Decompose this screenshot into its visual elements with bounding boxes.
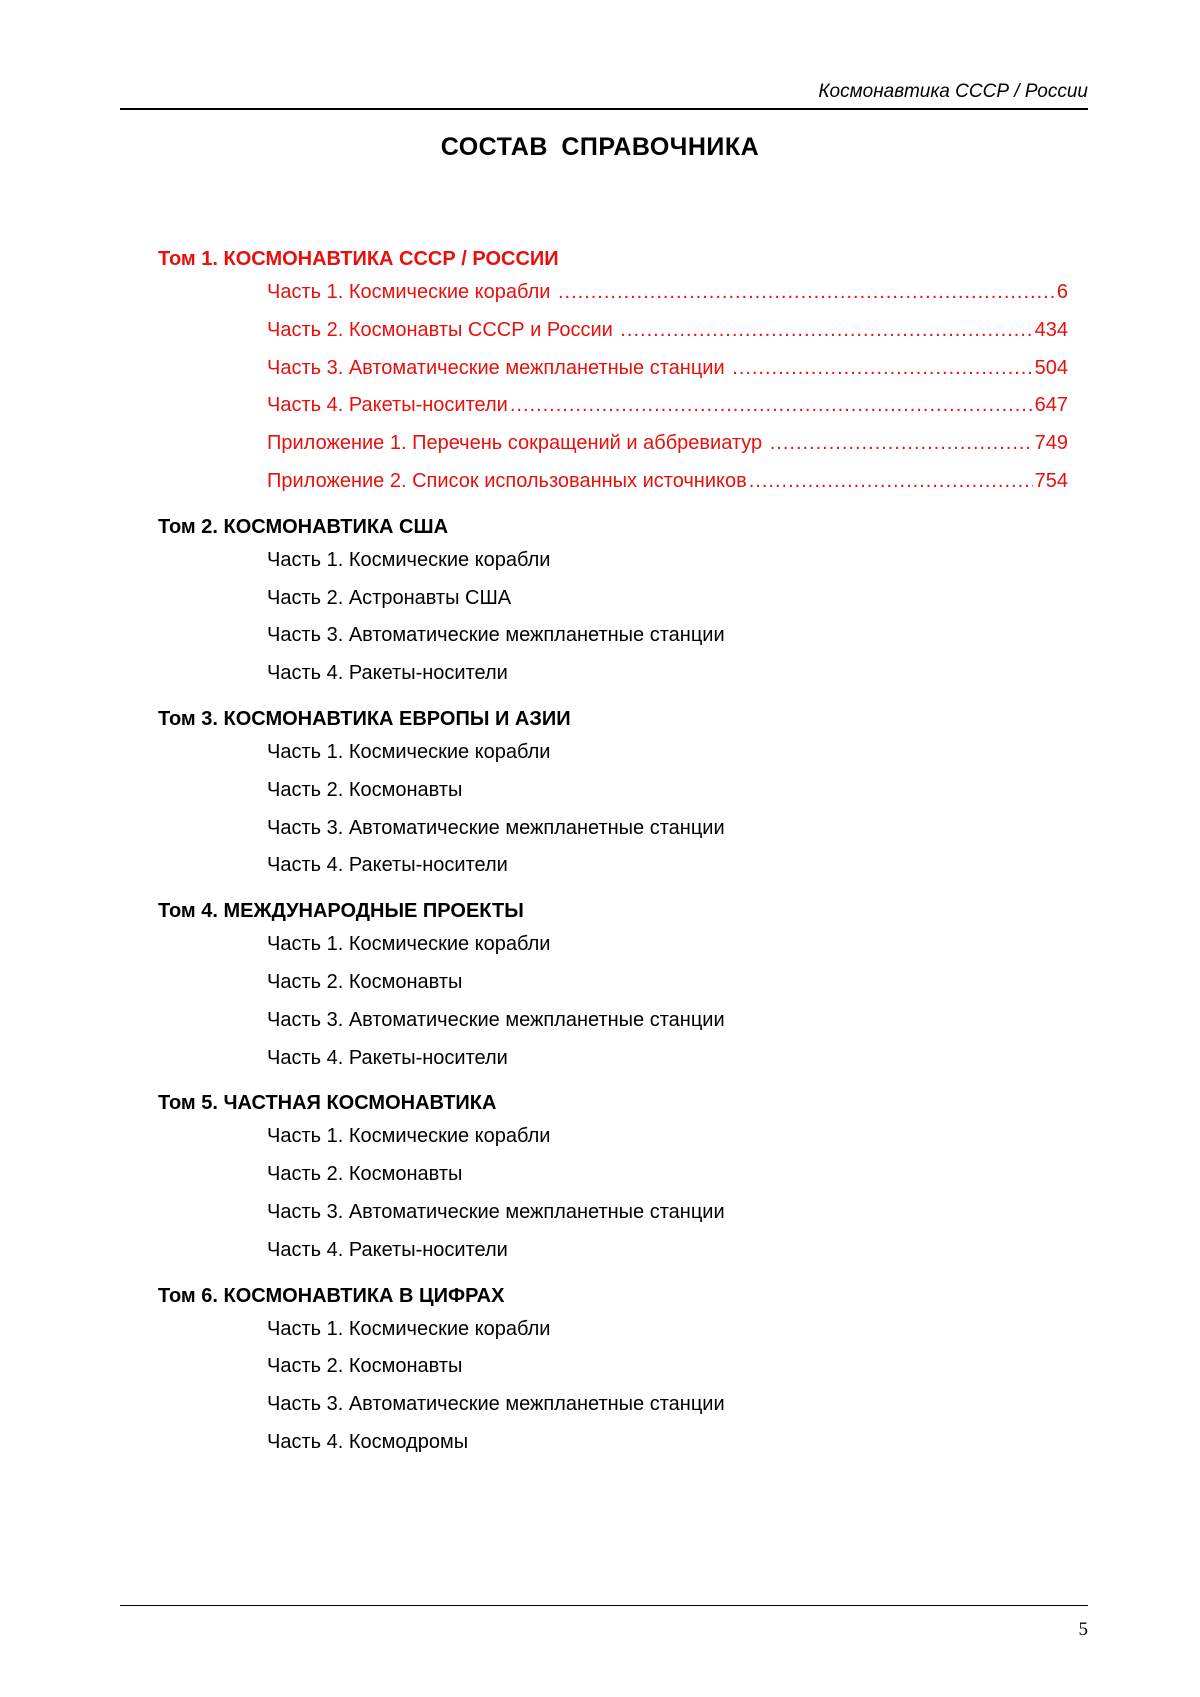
dot-leader [770,425,1033,463]
toc-entry-label: Часть 4. Ракеты-носители [267,1046,508,1069]
running-header [120,70,1088,110]
toc-entry-label: Часть 4. Ракеты-носители [267,854,508,877]
toc-entry [267,847,1068,885]
toc-entry-label: Приложение 2. Список использованных источников [267,469,747,492]
toc-entry-label: Часть 1. Космические корабли [267,281,556,303]
dot-leader [558,274,1055,312]
toc-entry-label: Часть 1. Космические корабли [267,548,551,571]
toc-entry-page: 6 [1056,281,1068,303]
toc-entry-label: Часть 3. Автоматические межпланетные станции [267,816,725,839]
toc-entry [267,542,1068,580]
toc-entry-label: Приложение 1. Перечень сокращений и аббревиатур [267,432,768,455]
toc-entry [267,617,1068,655]
toc-entry [267,810,1068,848]
toc-entry-label: Часть 1. Космические корабли [267,1317,551,1340]
running-header-title: Космонавтика СССР / России [818,81,1088,102]
toc-volume [158,1281,1068,1462]
toc-entry [267,274,1068,312]
toc-entry-label: Часть 3. Автоматические межпланетные станции [267,624,725,647]
toc-volume [158,896,1068,1077]
toc-entry-label: Часть 3. Автоматические межпланетные станции [267,1393,725,1416]
toc-entry-page: 504 [1034,356,1068,379]
toc-entry-label: Часть 2. Космонавты [267,970,463,993]
toc-volume [158,244,1068,501]
dot-leader [510,387,1033,425]
toc-entry-label: Часть 3. Автоматические межпланетные станции [267,356,731,379]
toc-entry-label: Часть 2. Космонавты СССР и России [267,318,619,341]
toc-entry-label: Часть 2. Космонавты [267,1355,463,1378]
toc-entry-label: Часть 2. Астронавты США [267,586,512,609]
dot-leader [749,463,1033,501]
toc-entry [267,1156,1068,1194]
toc-entry-page: 749 [1034,432,1068,455]
dot-leader [732,350,1032,388]
toc-entry [267,1386,1068,1424]
volume-title: Том 5. ЧАСТНАЯ КОСМОНАВТИКА [158,1092,497,1115]
toc-entry-label: Часть 2. Космонавты [267,778,463,801]
toc-entry [267,655,1068,693]
toc-entry [267,312,1068,350]
toc-entry [267,964,1068,1002]
page-title: СОСТАВ СПРАВОЧНИКА [440,133,760,161]
toc-volume [158,1088,1068,1269]
toc-volume [158,704,1068,885]
toc-entry-page: 754 [1034,469,1068,492]
toc-entry [267,734,1068,772]
toc-entry-page: 434 [1034,318,1068,341]
toc-entry-label: Часть 1. Космические корабли [267,933,551,956]
page-number: 5 [1078,1619,1088,1640]
toc-entry-label: Часть 4. Ракеты-носители [267,662,508,685]
volume-title: Том 1. КОСМОНАВТИКА СССР / РОССИИ [158,248,559,270]
toc-entry [267,1118,1068,1156]
toc-entry [267,1348,1068,1386]
dot-leader [620,312,1032,350]
toc-entry-label: Часть 1. Космические корабли [267,740,551,763]
toc-entry-label: Часть 3. Автоматические межпланетные станции [267,1200,725,1223]
table-of-contents [158,244,1068,1462]
toc-entry-label: Часть 1. Космические корабли [267,1125,551,1148]
toc-entry-label: Часть 4. Космодромы [267,1430,469,1453]
toc-entry [267,1040,1068,1078]
toc-entry-page: 647 [1034,394,1068,417]
volume-title: Том 6. КОСМОНАВТИКА В ЦИФРАХ [158,1284,505,1307]
toc-entry-label: Часть 4. Ракеты-носители [267,1238,508,1261]
footer-rule [120,1605,1088,1606]
toc-entry [267,1311,1068,1349]
toc-entry-label: Часть 4. Ракеты-носители [267,394,508,417]
toc-entry [267,387,1068,425]
toc-volume [158,512,1068,693]
toc-entry [267,1194,1068,1232]
toc-entry [267,580,1068,618]
toc-entry [267,350,1068,388]
volume-title: Том 2. КОСМОНАВТИКА США [158,515,449,538]
toc-entry [267,772,1068,810]
toc-entry [267,926,1068,964]
toc-entry [267,463,1068,501]
toc-entry [267,1232,1068,1270]
toc-entry-label: Часть 2. Космонавты [267,1163,463,1186]
toc-entry [267,425,1068,463]
volume-title: Том 3. КОСМОНАВТИКА ЕВРОПЫ И АЗИИ [158,707,571,730]
volume-title: Том 4. МЕЖДУНАРОДНЫЕ ПРОЕКТЫ [158,900,524,923]
toc-entry-label: Часть 3. Автоматические межпланетные станции [267,1008,725,1031]
toc-entry [267,1002,1068,1040]
toc-entry [267,1424,1068,1462]
